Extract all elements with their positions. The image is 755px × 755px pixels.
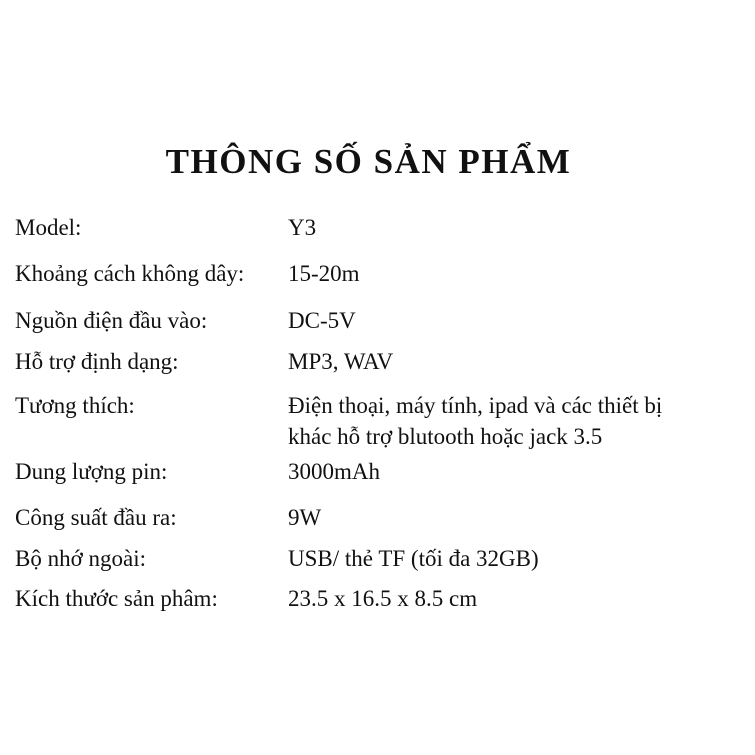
spec-value-line: 15-20m — [288, 261, 360, 286]
spec-label: Hỗ trợ định dạng: — [15, 349, 179, 374]
spec-value — [288, 212, 748, 243]
spec-value-line: Điện thoại, máy tính, ipad và các thiết bị — [288, 393, 663, 418]
spec-value — [288, 346, 748, 377]
spec-value — [288, 543, 748, 574]
spec-value-line: MP3, WAV — [288, 349, 394, 374]
spec-label: Khoảng cách không dây: — [15, 261, 245, 286]
spec-value-line: Y3 — [288, 215, 317, 240]
spec-label: Bộ nhớ ngoài: — [15, 546, 146, 571]
spec-label: Tương thích: — [15, 393, 135, 418]
spec-label: Dung lượng pin: — [15, 459, 168, 484]
spec-value — [288, 305, 748, 336]
spec-value-line: 23.5 x 16.5 x 8.5 cm — [288, 586, 478, 611]
page-title: THÔNG SỐ SẢN PHẨM — [165, 142, 572, 181]
spec-value-line: 9W — [288, 505, 322, 530]
spec-value-line: khác hỗ trợ blutooth hoặc jack 3.5 — [288, 424, 603, 449]
spec-value — [288, 502, 748, 533]
spec-value — [288, 390, 748, 452]
spec-label: Công suất đầu ra: — [15, 505, 177, 530]
spec-value-line: DC-5V — [288, 308, 356, 333]
spec-label: Model: — [15, 215, 82, 240]
spec-value — [288, 583, 748, 614]
spec-value-line: 3000mAh — [288, 459, 380, 484]
spec-value — [288, 258, 748, 289]
spec-value — [288, 456, 748, 487]
spec-value-line: USB/ thẻ TF (tối đa 32GB) — [288, 546, 539, 571]
spec-label: Kích thước sản phâm: — [15, 586, 218, 611]
spec-label: Nguồn điện đầu vào: — [15, 308, 208, 333]
